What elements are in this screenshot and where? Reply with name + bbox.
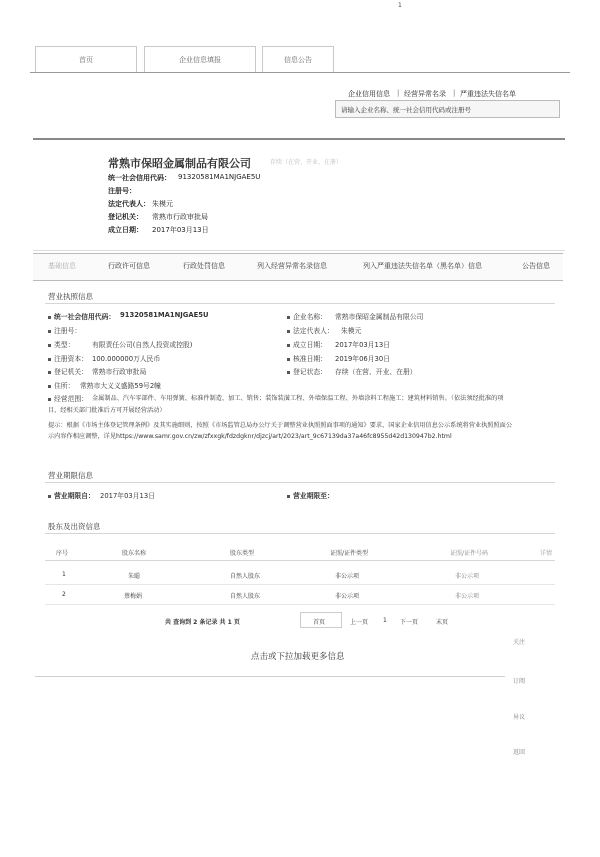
license-section-title: 营业执照信息 [48, 292, 93, 301]
period-to-label: 营业期限至： [287, 490, 334, 500]
search-link-credit[interactable]: 企业信用信息 [348, 90, 390, 98]
search-link-blacklist[interactable]: 严重违法失信名单 [460, 90, 516, 98]
company-field-label: 法定代表人： [108, 200, 150, 208]
period-divider [45, 482, 555, 483]
table-header-divider [45, 560, 555, 561]
license-field-label: 注册资本： [48, 353, 88, 363]
license-established-date: 2017年03月13日 [335, 341, 390, 349]
license-notice: 提示：根据《市场主体登记管理条例》及其实施细则，按照《市场监管总局办公厅关于调整营业执照照面事项的通知》要求，国家企业信用信息公示系统将营业执照照面公 [48, 422, 513, 429]
period-section-title: 营业期限信息 [48, 471, 93, 480]
table-cell-name: 蔡梅娟 [124, 593, 143, 600]
table-row-divider [45, 604, 555, 605]
tab-announcements[interactable]: 公告信息 [522, 262, 550, 270]
license-divider [45, 303, 555, 304]
license-reg-authority: 常熟市行政审批局 [92, 368, 147, 376]
pagination-page-1[interactable]: 1 [383, 617, 387, 624]
pagination-next[interactable]: 下一页 [400, 619, 419, 626]
tab-basic-info[interactable]: 基础信息 [48, 262, 76, 270]
license-credit-code: 91320581MA1NJGAE5U [120, 311, 209, 319]
license-approval-date: 2019年06月30日 [335, 355, 390, 363]
license-capital: 100.000000万人民币 [92, 355, 161, 363]
company-established-date: 2017年03月13日 [152, 226, 209, 234]
subscribe-button[interactable]: 订阅 [513, 678, 526, 685]
license-address: 常熟市大义义盛路59号2幢 [80, 382, 161, 390]
license-field-label: 企业名称： [287, 311, 327, 321]
company-name: 常熟市保昭金属制品有限公司 [108, 157, 251, 170]
search-link-separator: | [397, 89, 400, 97]
company-status-tags: 存续（在营、开业、在册） [270, 159, 343, 166]
back-button[interactable]: 返回 [513, 749, 526, 756]
objection-button[interactable]: 异议 [513, 714, 526, 721]
table-cell-type: 自然人股东 [230, 573, 261, 580]
load-more-divider [35, 676, 505, 677]
table-header-type: 股东类型 [230, 550, 255, 557]
tab-admin-penalty[interactable]: 行政处罚信息 [183, 262, 225, 270]
company-legal-rep: 朱模元 [152, 200, 173, 208]
nav-divider [30, 72, 570, 73]
company-field-label: 注册号： [108, 187, 136, 195]
license-business-scope-cont: 目，经相关部门批准后方可开展经营活动） [48, 407, 166, 414]
nav-tab-info-disclosure[interactable]: 企业信息填报 [144, 46, 256, 73]
search-input[interactable]: 请输入企业名称、统一社会信用代码或注册号 [335, 100, 560, 118]
license-field-label: 住所： [48, 380, 74, 390]
pagination-summary: 共 查询到 2 条记录 共 1 页 [165, 619, 240, 626]
license-field-label: 登记机关： [48, 366, 88, 376]
table-cell-no: 2 [62, 591, 66, 598]
pagination-prev[interactable]: 上一页 [350, 619, 369, 626]
table-cell-name: 朱聪 [128, 573, 141, 580]
table-cell-cert-no: 非公示项 [455, 593, 480, 600]
pagination-last[interactable]: 末页 [436, 619, 449, 626]
company-reg-authority: 常熟市行政审批局 [152, 213, 208, 221]
nav-tab-home[interactable]: 首页 [35, 46, 137, 73]
table-header-cert-type: 证照/证件类型 [330, 550, 369, 557]
pagination-first[interactable]: 首页 [313, 619, 326, 626]
tab-abnormal-list[interactable]: 列入经营异常名录信息 [257, 262, 327, 270]
license-notice-link[interactable]: 示内容作相应调整，详见https://www.samr.gov.cn/zw/zfxxgk/fdzdgknr/djzcj/art/2023/art_9c67139da37a46fc8955d42d130947b2.html [48, 433, 452, 440]
license-legal-rep: 朱模元 [341, 327, 362, 335]
table-header-cert-no: 证照/证件号码 [450, 550, 489, 557]
company-credit-code: 91320581MA1NJGAE5U [178, 173, 261, 181]
license-field-label: 成立日期： [287, 339, 327, 349]
follow-button[interactable]: 关注 [513, 639, 526, 646]
table-header-name: 股东名称 [122, 550, 147, 557]
period-from-label: 营业期限自： [48, 490, 95, 500]
tab-blacklist[interactable]: 列入严重违法失信名单（黑名单）信息 [363, 262, 482, 270]
license-field-label: 登记状态： [287, 366, 327, 376]
table-row-divider [45, 584, 555, 585]
tab-admin-license[interactable]: 行政许可信息 [108, 262, 150, 270]
license-field-label: 类型： [48, 339, 74, 349]
shareholders-section-title: 股东及出资信息 [48, 522, 101, 531]
license-field-label: 经营范围： [48, 393, 88, 403]
license-business-scope: 金属制品、汽车零部件、车用弹簧、标准件制造、加工、销售；装饰装潢工程、外墙保温工程、外墙涂料工程施工；建筑材料销售。（依法须经批准的项 [92, 395, 504, 402]
company-field-label: 成立日期： [108, 226, 143, 234]
table-cell-cert-type: 非公示项 [335, 593, 360, 600]
table-header-detail: 详情 [540, 550, 553, 557]
license-field-label: 注册号： [48, 325, 81, 335]
license-field-label: 核准日期： [287, 353, 327, 363]
table-cell-cert-no: 非公示项 [455, 573, 480, 580]
license-field-label: 统一社会信用代码： [48, 311, 115, 321]
table-cell-type: 自然人股东 [230, 593, 261, 600]
load-more-link[interactable]: 点击或下拉加载更多信息 [251, 652, 345, 662]
company-field-label: 统一社会信用代码： [108, 174, 171, 182]
license-status: 存续（在营、开业、在册） [335, 368, 417, 376]
company-field-label: 登记机关： [108, 213, 143, 221]
page-number-mark: 1 [398, 2, 402, 9]
search-link-separator-2: | [453, 89, 456, 97]
table-header-no: 序号 [56, 550, 69, 557]
nav-tab-info-notice[interactable]: 信息公告 [262, 46, 334, 73]
search-link-abnormal[interactable]: 经营异常名录 [404, 90, 446, 98]
table-cell-cert-type: 非公示项 [335, 573, 360, 580]
table-cell-no: 1 [62, 571, 66, 578]
period-from-value: 2017年03月13日 [100, 492, 155, 500]
license-company-name: 常熟市保昭金属制品有限公司 [335, 313, 424, 321]
license-type: 有限责任公司(自然人投资或控股) [92, 341, 193, 349]
license-field-label: 法定代表人： [287, 325, 334, 335]
shareholders-divider [45, 533, 555, 534]
